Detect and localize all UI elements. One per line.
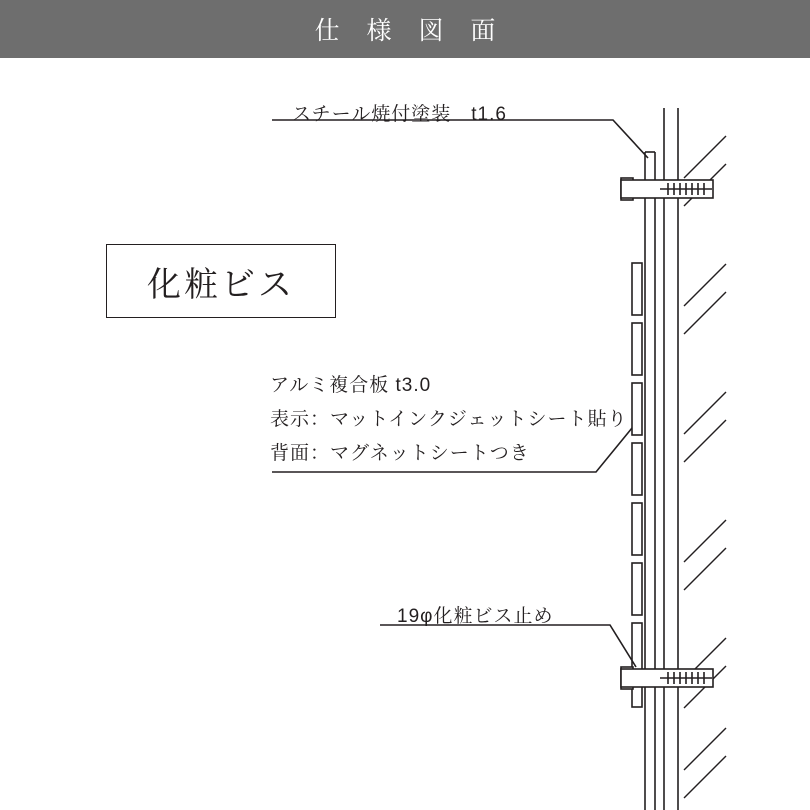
annotation-back-surface: 背面：マグネットシートつき [270,443,530,464]
callout-box [106,244,336,318]
wall-section [664,108,678,810]
annotation-front-surface: 表示：マットインクジェットシート貼り [270,409,628,430]
steel-backing-plate [645,152,655,810]
wall-hatching [684,136,726,798]
bottom-screw [621,667,713,689]
top-screw [621,178,713,200]
page-title: 仕 様 図 面 [314,17,506,45]
annotation-alumi: アルミ複合板 t3.0 [270,375,432,396]
annotation-screw: 19φ化粧ビス止め [397,606,554,627]
leader-screw [380,625,636,667]
drawing-canvas [0,58,810,810]
panel-segments [632,263,642,707]
header-bar [0,0,810,58]
callout-label: 化粧ビス [147,265,295,304]
annotation-steel: スチール焼付塗装 t1.6 [292,104,507,125]
technical-drawing-svg [0,58,810,810]
